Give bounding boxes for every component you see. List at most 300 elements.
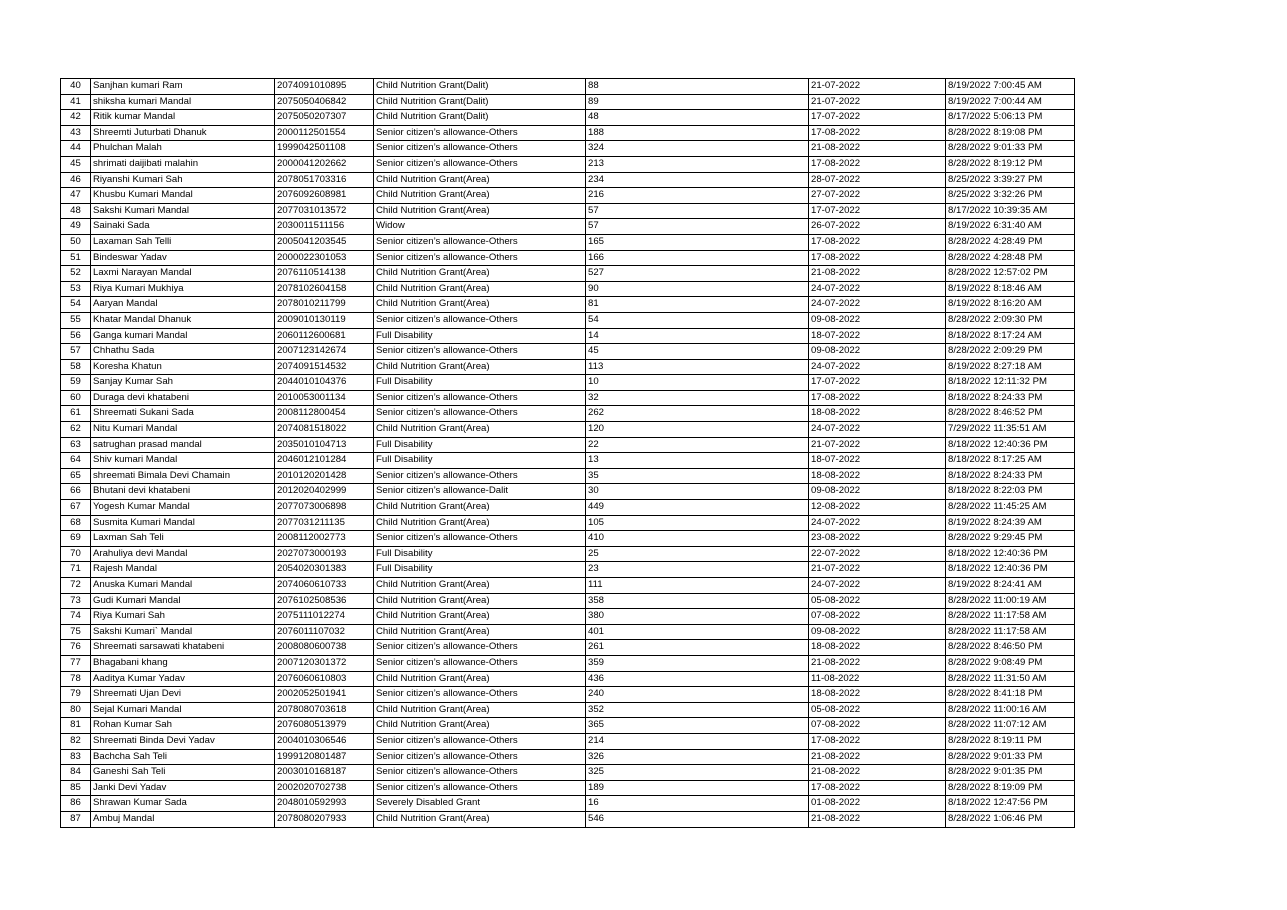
amount-cell: 213 [586,156,809,172]
name-cell: Anuska Kumari Mandal [91,578,275,594]
allowance-type-cell: Senior citizen’s allowance-Others [374,765,586,781]
id-number-cell: 2077073006898 [275,500,374,516]
date-cell: 24-07-2022 [809,422,946,438]
amount-cell: 35 [586,468,809,484]
table-row [61,141,1075,157]
amount-cell: 326 [586,749,809,765]
name-cell: Ganeshi Sah Teli [91,765,275,781]
timestamp-cell: 8/28/2022 1:06:46 PM [946,811,1075,827]
allowance-type-cell: Senior citizen’s allowance-Others [374,780,586,796]
date-cell: 17-08-2022 [809,234,946,250]
amount-cell: 32 [586,390,809,406]
name-cell: shrimati daijibati malahin [91,156,275,172]
amount-cell: 25 [586,546,809,562]
table-body [61,79,1075,828]
allowance-type-cell: Child Nutrition Grant(Area) [374,359,586,375]
allowance-type-cell: Child Nutrition Grant(Dalit) [374,110,586,126]
allowance-type-cell: Senior citizen’s allowance-Others [374,312,586,328]
serial-number-cell: 70 [61,546,91,562]
serial-number-cell: 69 [61,531,91,547]
serial-number-cell: 47 [61,188,91,204]
amount-cell: 57 [586,203,809,219]
serial-number-cell: 66 [61,484,91,500]
date-cell: 28-07-2022 [809,172,946,188]
allowance-type-cell: Child Nutrition Grant(Area) [374,811,586,827]
allowance-type-cell: Child Nutrition Grant(Area) [374,609,586,625]
name-cell: Arahuliya devi Mandal [91,546,275,562]
id-number-cell: 2027073000193 [275,546,374,562]
allowance-type-cell: Senior citizen’s allowance-Others [374,125,586,141]
amount-cell: 45 [586,344,809,360]
serial-number-cell: 53 [61,281,91,297]
id-number-cell: 2008080600738 [275,640,374,656]
serial-number-cell: 64 [61,453,91,469]
table-row [61,671,1075,687]
allowance-type-cell: Senior citizen’s allowance-Others [374,250,586,266]
timestamp-cell: 8/18/2022 8:17:24 AM [946,328,1075,344]
id-number-cell: 2007123142674 [275,344,374,360]
beneficiary-table [60,78,1075,828]
timestamp-cell: 8/28/2022 11:17:58 AM [946,609,1075,625]
timestamp-cell: 7/29/2022 11:35:51 AM [946,422,1075,438]
name-cell: Nitu Kumari Mandal [91,422,275,438]
allowance-type-cell: Severely Disabled Grant [374,796,586,812]
timestamp-cell: 8/19/2022 8:27:18 AM [946,359,1075,375]
amount-cell: 216 [586,188,809,204]
date-cell: 21-07-2022 [809,94,946,110]
id-number-cell: 2007120301372 [275,655,374,671]
timestamp-cell: 8/18/2022 8:24:33 PM [946,468,1075,484]
name-cell: Bhutani devi khatabeni [91,484,275,500]
table-row [61,640,1075,656]
amount-cell: 546 [586,811,809,827]
amount-cell: 54 [586,312,809,328]
allowance-type-cell: Senior citizen’s allowance-Others [374,468,586,484]
table-row [61,312,1075,328]
table-row [61,281,1075,297]
date-cell: 17-08-2022 [809,780,946,796]
timestamp-cell: 8/28/2022 8:19:09 PM [946,780,1075,796]
allowance-type-cell: Senior citizen’s allowance-Others [374,749,586,765]
timestamp-cell: 8/28/2022 2:09:29 PM [946,344,1075,360]
amount-cell: 449 [586,500,809,516]
id-number-cell: 2077031013572 [275,203,374,219]
serial-number-cell: 41 [61,94,91,110]
serial-number-cell: 67 [61,500,91,516]
allowance-type-cell: Senior citizen’s allowance-Others [374,156,586,172]
amount-cell: 111 [586,578,809,594]
table-row [61,79,1075,95]
timestamp-cell: 8/28/2022 2:09:30 PM [946,312,1075,328]
amount-cell: 359 [586,655,809,671]
name-cell: Riya Kumari Mukhiya [91,281,275,297]
id-number-cell: 2008112800454 [275,406,374,422]
id-number-cell: 2076080513979 [275,718,374,734]
table-row [61,94,1075,110]
table-row [61,359,1075,375]
amount-cell: 23 [586,562,809,578]
table-row [61,125,1075,141]
table-row [61,468,1075,484]
id-number-cell: 2035010104713 [275,437,374,453]
timestamp-cell: 8/19/2022 8:16:20 AM [946,297,1075,313]
id-number-cell: 1999042501108 [275,141,374,157]
name-cell: Bindeswar Yadav [91,250,275,266]
timestamp-cell: 8/28/2022 4:28:49 PM [946,234,1075,250]
serial-number-cell: 71 [61,562,91,578]
name-cell: Sanjhan kumari Ram [91,79,275,95]
table-row [61,733,1075,749]
allowance-type-cell: Child Nutrition Grant(Dalit) [374,79,586,95]
amount-cell: 13 [586,453,809,469]
timestamp-cell: 8/25/2022 3:32:26 PM [946,188,1075,204]
allowance-type-cell: Full Disability [374,437,586,453]
serial-number-cell: 79 [61,687,91,703]
amount-cell: 90 [586,281,809,297]
table-row [61,203,1075,219]
table-row [61,749,1075,765]
date-cell: 05-08-2022 [809,702,946,718]
allowance-type-cell: Senior citizen’s allowance-Others [374,390,586,406]
timestamp-cell: 8/28/2022 9:01:35 PM [946,765,1075,781]
id-number-cell: 2054020301383 [275,562,374,578]
id-number-cell: 2074091010895 [275,79,374,95]
id-number-cell: 2074060610733 [275,578,374,594]
name-cell: Yogesh Kumar Mandal [91,500,275,516]
amount-cell: 14 [586,328,809,344]
date-cell: 24-07-2022 [809,359,946,375]
amount-cell: 240 [586,687,809,703]
serial-number-cell: 49 [61,219,91,235]
date-cell: 17-08-2022 [809,125,946,141]
name-cell: Ganga kumari Mandal [91,328,275,344]
name-cell: Aaryan Mandal [91,297,275,313]
allowance-type-cell: Child Nutrition Grant(Area) [374,188,586,204]
allowance-type-cell: Child Nutrition Grant(Area) [374,172,586,188]
date-cell: 07-08-2022 [809,718,946,734]
id-number-cell: 2078051703316 [275,172,374,188]
id-number-cell: 2077031211135 [275,515,374,531]
name-cell: Khatar Mandal Dhanuk [91,312,275,328]
name-cell: Ambuj Mandal [91,811,275,827]
allowance-type-cell: Senior citizen’s allowance-Others [374,234,586,250]
name-cell: Sakshi Kumari` Mandal [91,624,275,640]
amount-cell: 81 [586,297,809,313]
name-cell: shiksha kumari Mandal [91,94,275,110]
id-number-cell: 2075111012274 [275,609,374,625]
serial-number-cell: 73 [61,593,91,609]
allowance-type-cell: Senior citizen’s allowance-Others [374,406,586,422]
date-cell: 24-07-2022 [809,297,946,313]
date-cell: 18-08-2022 [809,687,946,703]
id-number-cell: 2002052501941 [275,687,374,703]
amount-cell: 16 [586,796,809,812]
table-row [61,780,1075,796]
serial-number-cell: 54 [61,297,91,313]
timestamp-cell: 8/19/2022 6:31:40 AM [946,219,1075,235]
id-number-cell: 2010120201428 [275,468,374,484]
allowance-type-cell: Widow [374,219,586,235]
allowance-type-cell: Child Nutrition Grant(Area) [374,702,586,718]
date-cell: 11-08-2022 [809,671,946,687]
allowance-type-cell: Child Nutrition Grant(Area) [374,422,586,438]
allowance-type-cell: Full Disability [374,375,586,391]
id-number-cell: 2000022301053 [275,250,374,266]
allowance-type-cell: Child Nutrition Grant(Area) [374,671,586,687]
id-number-cell: 2074091514532 [275,359,374,375]
table-row [61,562,1075,578]
amount-cell: 22 [586,437,809,453]
date-cell: 07-08-2022 [809,609,946,625]
allowance-type-cell: Senior citizen’s allowance-Others [374,640,586,656]
name-cell: Chhathu Sada [91,344,275,360]
table-row [61,328,1075,344]
name-cell: Ritik kumar Mandal [91,110,275,126]
table-row [61,593,1075,609]
date-cell: 22-07-2022 [809,546,946,562]
date-cell: 21-07-2022 [809,437,946,453]
serial-number-cell: 81 [61,718,91,734]
table-row [61,796,1075,812]
id-number-cell: 2078080207933 [275,811,374,827]
timestamp-cell: 8/19/2022 8:18:46 AM [946,281,1075,297]
name-cell: Khusbu Kumari Mandal [91,188,275,204]
timestamp-cell: 8/28/2022 11:45:25 AM [946,500,1075,516]
allowance-type-cell: Full Disability [374,453,586,469]
serial-number-cell: 72 [61,578,91,594]
id-number-cell: 2009010130119 [275,312,374,328]
id-number-cell: 2044010104376 [275,375,374,391]
id-number-cell: 2076011107032 [275,624,374,640]
id-number-cell: 2076110514138 [275,266,374,282]
table-row [61,110,1075,126]
serial-number-cell: 43 [61,125,91,141]
allowance-type-cell: Child Nutrition Grant(Area) [374,718,586,734]
timestamp-cell: 8/28/2022 9:29:45 PM [946,531,1075,547]
date-cell: 21-07-2022 [809,79,946,95]
timestamp-cell: 8/18/2022 12:40:36 PM [946,437,1075,453]
name-cell: Sejal Kumari Mandal [91,702,275,718]
amount-cell: 188 [586,125,809,141]
id-number-cell: 2004010306546 [275,733,374,749]
serial-number-cell: 50 [61,234,91,250]
name-cell: Aaditya Kumar Yadav [91,671,275,687]
amount-cell: 527 [586,266,809,282]
id-number-cell: 2078080703618 [275,702,374,718]
name-cell: Rajesh Mandal [91,562,275,578]
date-cell: 09-08-2022 [809,344,946,360]
serial-number-cell: 46 [61,172,91,188]
amount-cell: 401 [586,624,809,640]
serial-number-cell: 85 [61,780,91,796]
allowance-type-cell: Child Nutrition Grant(Area) [374,297,586,313]
table-row [61,702,1075,718]
timestamp-cell: 8/18/2022 8:24:33 PM [946,390,1075,406]
amount-cell: 105 [586,515,809,531]
name-cell: Shreemti Juturbati Dhanuk [91,125,275,141]
name-cell: shreemati Bimala Devi Chamain [91,468,275,484]
amount-cell: 214 [586,733,809,749]
date-cell: 17-08-2022 [809,733,946,749]
timestamp-cell: 8/18/2022 12:47:56 PM [946,796,1075,812]
serial-number-cell: 60 [61,390,91,406]
serial-number-cell: 77 [61,655,91,671]
amount-cell: 324 [586,141,809,157]
table-row [61,188,1075,204]
amount-cell: 166 [586,250,809,266]
amount-cell: 30 [586,484,809,500]
serial-number-cell: 83 [61,749,91,765]
name-cell: Shiv kumari Mandal [91,453,275,469]
amount-cell: 262 [586,406,809,422]
allowance-type-cell: Senior citizen’s allowance-Others [374,655,586,671]
id-number-cell: 2003010168187 [275,765,374,781]
date-cell: 21-08-2022 [809,749,946,765]
table-row [61,765,1075,781]
allowance-type-cell: Child Nutrition Grant(Dalit) [374,94,586,110]
serial-number-cell: 52 [61,266,91,282]
amount-cell: 120 [586,422,809,438]
amount-cell: 89 [586,94,809,110]
serial-number-cell: 82 [61,733,91,749]
table-row [61,250,1075,266]
allowance-type-cell: Senior citizen’s allowance-Others [374,344,586,360]
table-row [61,297,1075,313]
id-number-cell: 2046012101284 [275,453,374,469]
timestamp-cell: 8/18/2022 8:22:03 PM [946,484,1075,500]
name-cell: Laxmi Narayan Mandal [91,266,275,282]
allowance-type-cell: Child Nutrition Grant(Area) [374,500,586,516]
serial-number-cell: 45 [61,156,91,172]
name-cell: Sakshi Kumari Mandal [91,203,275,219]
serial-number-cell: 57 [61,344,91,360]
date-cell: 09-08-2022 [809,624,946,640]
amount-cell: 234 [586,172,809,188]
serial-number-cell: 74 [61,609,91,625]
amount-cell: 10 [586,375,809,391]
date-cell: 21-07-2022 [809,562,946,578]
timestamp-cell: 8/28/2022 11:00:16 AM [946,702,1075,718]
date-cell: 18-07-2022 [809,328,946,344]
date-cell: 17-07-2022 [809,203,946,219]
table-row [61,515,1075,531]
timestamp-cell: 8/18/2022 12:40:36 PM [946,546,1075,562]
serial-number-cell: 56 [61,328,91,344]
name-cell: Riyanshi Kumari Sah [91,172,275,188]
timestamp-cell: 8/28/2022 9:08:49 PM [946,655,1075,671]
amount-cell: 165 [586,234,809,250]
date-cell: 17-07-2022 [809,375,946,391]
table-row [61,156,1075,172]
serial-number-cell: 75 [61,624,91,640]
amount-cell: 410 [586,531,809,547]
serial-number-cell: 42 [61,110,91,126]
table-row [61,578,1075,594]
timestamp-cell: 8/28/2022 8:19:11 PM [946,733,1075,749]
date-cell: 24-07-2022 [809,578,946,594]
date-cell: 21-08-2022 [809,655,946,671]
table-row [61,375,1075,391]
timestamp-cell: 8/28/2022 8:19:08 PM [946,125,1075,141]
name-cell: Laxaman Sah Telli [91,234,275,250]
amount-cell: 358 [586,593,809,609]
date-cell: 17-07-2022 [809,110,946,126]
serial-number-cell: 55 [61,312,91,328]
allowance-type-cell: Child Nutrition Grant(Area) [374,578,586,594]
allowance-type-cell: Child Nutrition Grant(Area) [374,203,586,219]
serial-number-cell: 48 [61,203,91,219]
amount-cell: 352 [586,702,809,718]
date-cell: 17-08-2022 [809,250,946,266]
allowance-type-cell: Senior citizen’s allowance-Others [374,531,586,547]
allowance-type-cell: Child Nutrition Grant(Area) [374,266,586,282]
table-row [61,500,1075,516]
timestamp-cell: 8/17/2022 5:06:13 PM [946,110,1075,126]
amount-cell: 436 [586,671,809,687]
name-cell: Sainaki Sada [91,219,275,235]
timestamp-cell: 8/19/2022 7:00:44 AM [946,94,1075,110]
id-number-cell: 2005041203545 [275,234,374,250]
serial-number-cell: 65 [61,468,91,484]
timestamp-cell: 8/28/2022 11:31:50 AM [946,671,1075,687]
date-cell: 18-08-2022 [809,468,946,484]
serial-number-cell: 44 [61,141,91,157]
timestamp-cell: 8/28/2022 8:46:50 PM [946,640,1075,656]
name-cell: Riya Kumari Sah [91,609,275,625]
table-row [61,655,1075,671]
id-number-cell: 2078102604158 [275,281,374,297]
allowance-type-cell: Child Nutrition Grant(Area) [374,593,586,609]
date-cell: 21-08-2022 [809,811,946,827]
date-cell: 17-08-2022 [809,390,946,406]
allowance-type-cell: Child Nutrition Grant(Area) [374,281,586,297]
serial-number-cell: 51 [61,250,91,266]
date-cell: 21-08-2022 [809,765,946,781]
table-row [61,484,1075,500]
table-row [61,344,1075,360]
date-cell: 21-08-2022 [809,266,946,282]
table-row [61,266,1075,282]
date-cell: 05-08-2022 [809,593,946,609]
date-cell: 17-08-2022 [809,156,946,172]
serial-number-cell: 40 [61,79,91,95]
timestamp-cell: 8/28/2022 8:46:52 PM [946,406,1075,422]
timestamp-cell: 8/18/2022 12:11:32 PM [946,375,1075,391]
date-cell: 24-07-2022 [809,515,946,531]
allowance-type-cell: Child Nutrition Grant(Area) [374,515,586,531]
serial-number-cell: 86 [61,796,91,812]
serial-number-cell: 61 [61,406,91,422]
allowance-type-cell: Child Nutrition Grant(Area) [374,624,586,640]
timestamp-cell: 8/28/2022 8:19:12 PM [946,156,1075,172]
table-row [61,219,1075,235]
date-cell: 01-08-2022 [809,796,946,812]
date-cell: 26-07-2022 [809,219,946,235]
table-row [61,531,1075,547]
serial-number-cell: 62 [61,422,91,438]
serial-number-cell: 78 [61,671,91,687]
amount-cell: 57 [586,219,809,235]
name-cell: Duraga devi khatabeni [91,390,275,406]
serial-number-cell: 58 [61,359,91,375]
name-cell: Shreemati sarsawati khatabeni [91,640,275,656]
table-row [61,172,1075,188]
timestamp-cell: 8/28/2022 12:57:02 PM [946,266,1075,282]
date-cell: 18-08-2022 [809,640,946,656]
table-row [61,546,1075,562]
id-number-cell: 2075050207307 [275,110,374,126]
date-cell: 23-08-2022 [809,531,946,547]
